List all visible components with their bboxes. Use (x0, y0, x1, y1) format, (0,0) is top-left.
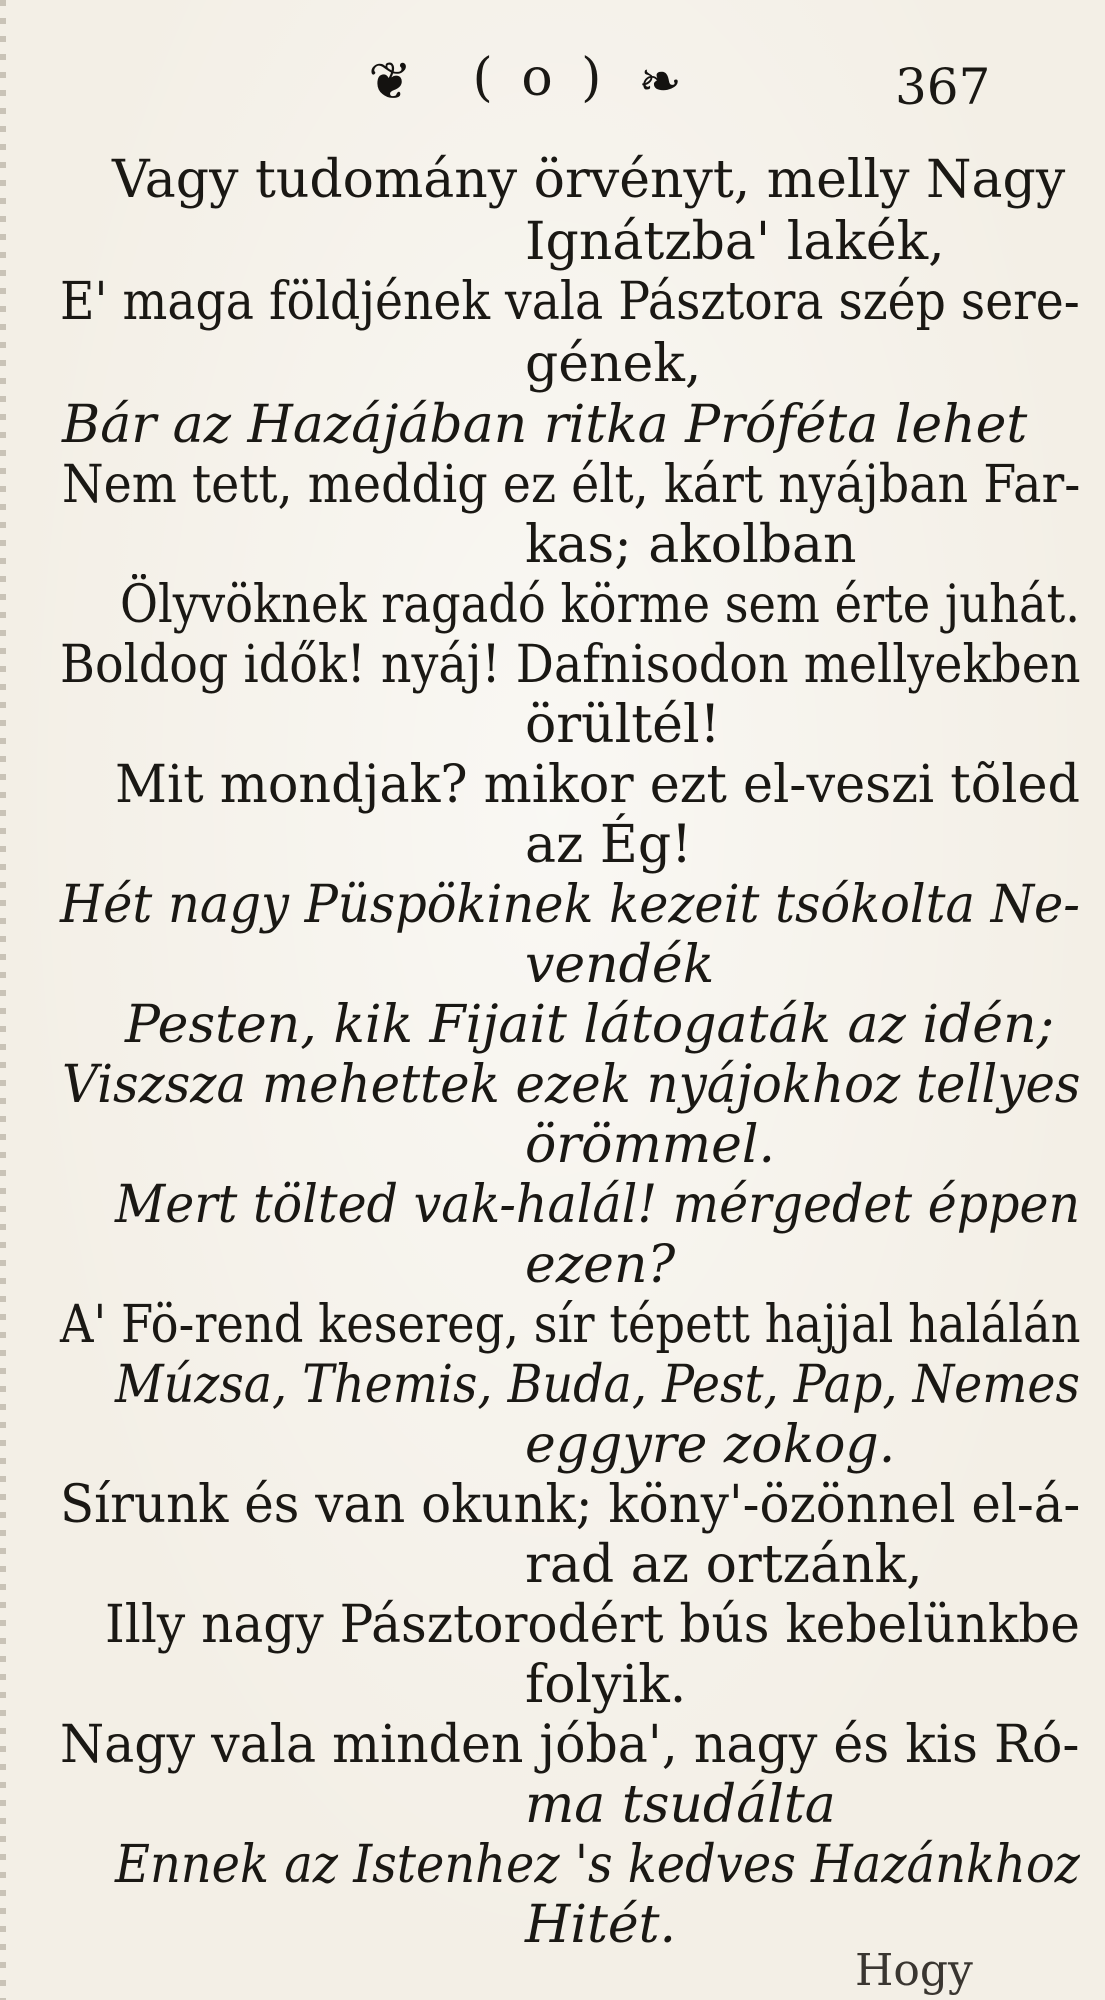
verse-line-17: örömmel. (525, 1115, 776, 1175)
verse-line-11: Mit mondjak? mikor ezt el-veszi tõled (115, 755, 1081, 815)
verse-line-15: Pesten, kik Fijait látogaták az idén; (125, 995, 1055, 1055)
verse-line-23: Sírunk és van okunk; köny'-özönnel el-á- (60, 1475, 1081, 1535)
verse-line-12: az Ég! (525, 815, 693, 875)
signature-mark: ( o ) (472, 48, 608, 108)
catchword: Hogy (855, 1945, 973, 1996)
verse-line-13: Hét nagy Püspökinek kezeit tsókolta Ne- (60, 875, 1081, 935)
verse-line-5: Bár az Hazájában ritka Próféta lehet (62, 395, 1028, 455)
verse-line-29: Ennek az Istenhez 's kedves Hazánkhoz (115, 1835, 1080, 1895)
verse-line-28: ma tsudálta (525, 1775, 836, 1835)
verse-line-21: Múzsa, Themis, Buda, Pest, Pap, Nemes (115, 1355, 1080, 1415)
verse-line-2: Ignátzba' lakék, (525, 212, 945, 272)
verse-line-24: rad az ortzánk, (525, 1535, 923, 1595)
fleuron-left-icon: ❦ (368, 52, 412, 112)
verse-line-22: eggyre zokog. (525, 1415, 896, 1475)
verse-line-26: folyik. (525, 1655, 687, 1715)
verse-line-6: Nem tett, meddig ez élt, kárt nyájban Far- (62, 455, 1081, 515)
verse-line-16: Viszsza mehettek ezek nyájokhoz tellyes (62, 1055, 1081, 1115)
verse-line-19: ezen? (525, 1235, 676, 1295)
verse-line-27: Nagy vala minden jóba', nagy és kis Ró- (60, 1715, 1080, 1775)
verse-line-7: kas; akolban (525, 515, 857, 575)
verse-line-1: Vagy tudomány örvényt, melly Nagy (112, 150, 1066, 210)
verse-line-9: Boldog idők! nyáj! Dafnisodon mellyekben (60, 635, 1081, 695)
verse-line-18: Mert tölted vak-halál! mérgedet éppen (115, 1175, 1081, 1235)
verse-line-30: Hitét. (525, 1895, 677, 1955)
verse-line-4: gének, (525, 334, 702, 394)
verse-line-8: Ölyvöknek ragadó körme sem érte juhát. (120, 575, 1080, 635)
page-gutter (0, 0, 6, 2000)
verse-line-25: Illy nagy Pásztorodért bús kebelünkbe (105, 1595, 1080, 1655)
verse-line-14: vendék (525, 935, 715, 995)
fleuron-right-icon: ❧ (638, 52, 682, 112)
verse-line-3: E' maga földjének vala Pásztora szép sere- (60, 272, 1080, 332)
running-header (0, 40, 1105, 130)
page-number: 367 (895, 58, 991, 116)
verse-line-20: A' Fö-rend kesereg, sír tépett hajjal halálán (60, 1295, 1081, 1355)
verse-line-10: örültél! (525, 695, 721, 755)
